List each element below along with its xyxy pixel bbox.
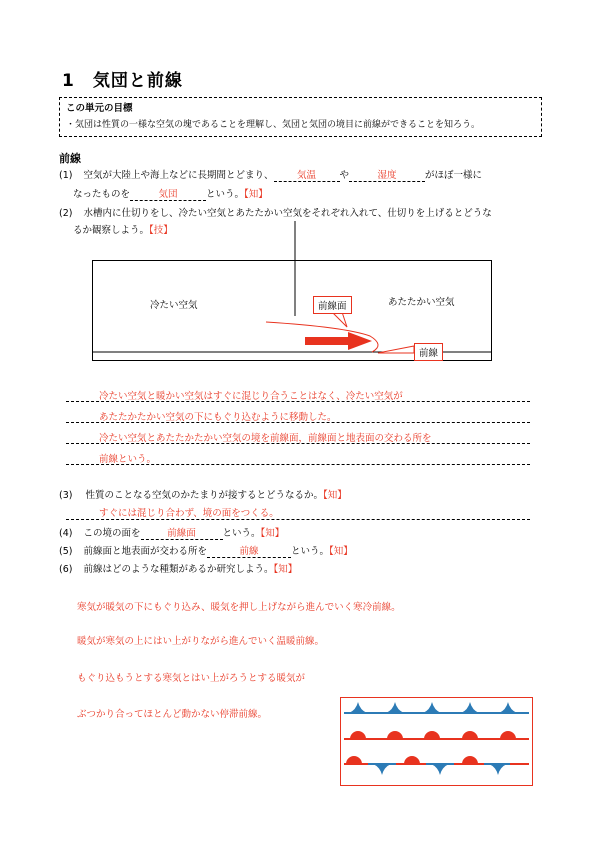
stationary-front-semicircle (404, 756, 420, 764)
q2-answer-line-4: 前線という。 (99, 454, 157, 465)
cold-air-arrow-head (348, 332, 372, 350)
warm-front-symbol (344, 731, 529, 739)
q3-answer-underline (66, 519, 530, 520)
q3-line (59, 487, 347, 501)
q5-line (59, 543, 353, 558)
q6-answer-stationary-2: ぶつかり合ってほとんど動かない停滞前線。 (77, 709, 268, 720)
stationary-front-triangle (489, 764, 507, 775)
q1-blank-temperature: 気温 (274, 171, 340, 182)
cold-front-triangle (461, 702, 479, 713)
stationary-front-semicircle (346, 756, 362, 764)
q2-answer-line-2: あたたかたかい空気の下にもぐり込むように移動した。 (99, 412, 337, 423)
q6-text: 前線はどのような種類があるか研究しよう。 (83, 564, 274, 575)
goal-text: ・気団は性質の一様な空気の塊であることを理解し、気団と気団の境目に前線ができることを知ろう。 (66, 120, 481, 130)
q1-text-part1: 空気が大陸上や海上などに長期間とどまり、 (83, 170, 274, 181)
q5-number: (5) (59, 546, 73, 557)
q1-blank-humidity: 湿度 (349, 171, 425, 182)
q6-answer-stationary-1: もぐり込もうとする寒気とはい上がろうとする暖気が (77, 673, 306, 684)
warm-front-semicircle (387, 731, 403, 739)
title-text: 気団と前線 (92, 71, 183, 91)
q5-blank-front: 前線 (207, 547, 291, 558)
q1-text-part4: なったものを (73, 189, 131, 200)
q2-text1: 水槽内に仕切りをし、冷たい空気とあたたかい空気をそれぞれ入れて、仕切りを上げるとどうな (83, 208, 492, 219)
q5-text-part1: 前線面と地表面が交わる所を (83, 546, 208, 557)
q3-tag: 【知】 (323, 490, 347, 501)
stationary-front-semicircle (462, 756, 478, 764)
front-callout: 前線 (414, 343, 443, 361)
q3-answer: すぐには混じり合わず、境の面をつくる。 (99, 508, 279, 519)
q2-tag: 【技】 (149, 225, 173, 236)
q2-text2: るか観察しよう。 (73, 225, 150, 236)
stationary-front-triangle (431, 764, 449, 775)
warm-front-semicircle (462, 731, 478, 739)
warm-front-semicircle (424, 731, 440, 739)
q6-answer-warm-front: 暖気が寒気の上にはい上がりながら進んでいく温暖前線。 (77, 636, 325, 647)
front-symbols-svg (340, 697, 533, 786)
q1-text-part5: という。 (206, 189, 245, 200)
title-number: 1 (62, 71, 75, 91)
stationary-front-symbol (344, 756, 529, 775)
q6-line (59, 561, 297, 575)
warm-air-label: あたたかい空気 (388, 297, 455, 308)
cold-front-triangle (423, 702, 441, 713)
q5-text-part2: という。 (291, 546, 330, 557)
q4-line (59, 525, 284, 540)
q1-text-part3: がほぼ一様に (425, 170, 483, 181)
q3-text: 性質のことなる空気のかたまりが接するとどうなるか。 (85, 490, 324, 501)
stationary-front-triangle (373, 764, 391, 775)
q4-text-part2: という。 (222, 528, 261, 539)
q4-text-part1: この境の面を (83, 528, 141, 539)
front-surface-pointer (332, 312, 347, 327)
cold-front-triangle (386, 702, 404, 713)
cold-front-symbol (344, 702, 529, 713)
q1-number: (1) (59, 170, 73, 181)
warm-front-semicircle (350, 731, 366, 739)
goal-heading: この単元の目標 (66, 103, 133, 114)
q6-number: (6) (59, 564, 73, 575)
q1-text-part2: や (339, 170, 350, 181)
q6-tag: 【知】 (273, 564, 298, 575)
front-surface-callout: 前線面 (313, 296, 352, 314)
q1-blank-air-mass: 気団 (130, 190, 206, 201)
q2-number: (2) (59, 208, 73, 219)
q2-answer-line-1: 冷たい空気と暖かい空気はすぐに混じり合うことはなく、冷たい空気が (99, 391, 403, 402)
q4-blank-front-surface: 前線面 (141, 529, 223, 540)
q3-number: (3) (59, 490, 73, 501)
q4-tag: 【知】 (260, 528, 285, 539)
cold-air-arrow-body (305, 337, 350, 345)
front-pointer (378, 346, 414, 353)
q6-answer-cold-front: 寒気が暖気の下にもぐり込み、暖気を押し上げながら進んでいく寒冷前線。 (77, 602, 401, 613)
q4-number: (4) (59, 528, 73, 539)
cold-front-triangle (349, 702, 367, 713)
q1-tag: 【知】 (244, 189, 268, 200)
cold-front-triangle (499, 702, 517, 713)
warm-front-semicircle (500, 731, 516, 739)
q2-answer-line-3: 冷たい空気とあたたかたかい空気の境を前線面，前線面と地表面の交わる所を (99, 433, 432, 444)
section-heading: 前線 (59, 152, 81, 165)
q5-tag: 【知】 (329, 546, 353, 557)
cold-air-label: 冷たい空気 (150, 300, 198, 311)
